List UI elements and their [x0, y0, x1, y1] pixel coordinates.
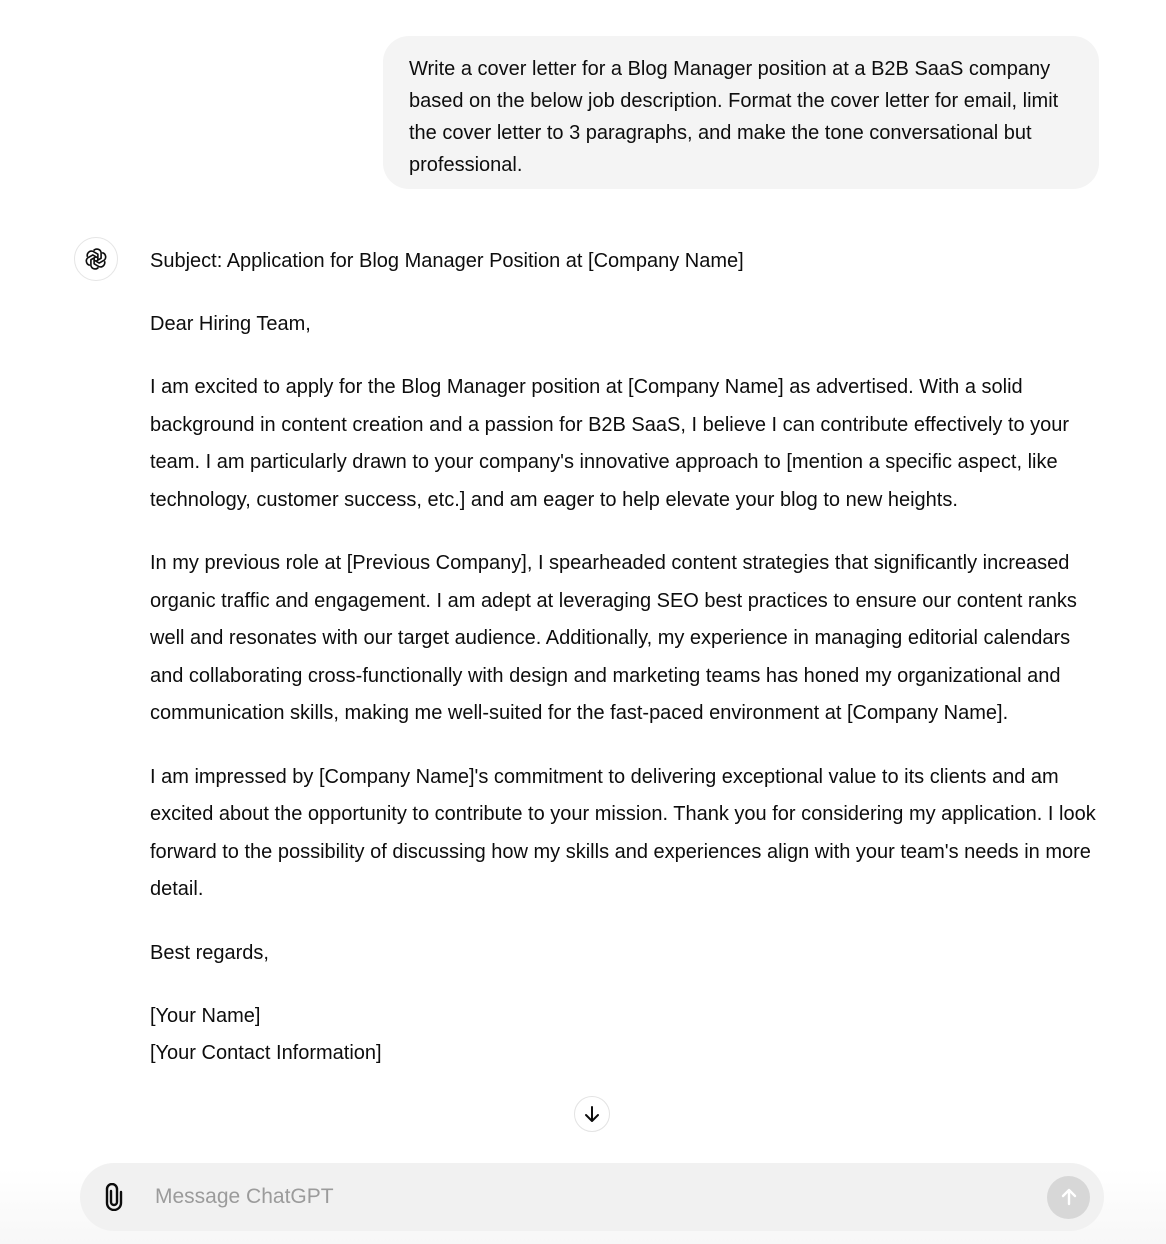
- user-message: [383, 36, 1099, 189]
- user-message-text: Write a cover letter for a Blog Manager position at a B2B SaaS company based on the below job description. Format the cover letter for email, limit the cover letter to 3 paragraphs, and make the tone conversational but professional.: [409, 58, 1059, 176]
- email-paragraph-1: I am excited to apply for the Blog Manager position at [Company Name] as advertised. With a solid background in content creation and a passion for B2B SaaS, I believe I can contribute effectively to your team. I am particularly drawn to your company's innovative approach to [mention a specific aspect, like technology, customer success, etc.] and am eager to help elevate your blog to new heights.: [150, 376, 1070, 511]
- send-button[interactable]: [1047, 1176, 1090, 1219]
- email-paragraph-2: In my previous role at [Previous Company], I spearheaded content strategies that significantly increased organic traffic and engagement. I am adept at leveraging SEO best practices to ensure our content ranks well and resonates with our target audience. Additionally, my experience in managing editorial calendars and collaborating cross-functionally with design and marketing teams has honed my organizational and communication skills, making me well-suited for the fast-paced environment at [Company Name].: [150, 552, 1077, 724]
- message-composer: [80, 1163, 1104, 1231]
- email-greeting: Dear Hiring Team,: [150, 313, 311, 335]
- arrow-down-icon: [582, 1104, 602, 1124]
- arrow-up-icon: [1059, 1187, 1079, 1207]
- openai-logo-icon: [83, 246, 109, 272]
- email-subject: Subject: Application for Blog Manager Position at [Company Name]: [150, 250, 744, 272]
- email-signature-name: [Your Name]: [150, 1004, 261, 1027]
- email-closing: Best regards,: [150, 941, 269, 964]
- email-paragraph-3: I am impressed by [Company Name]'s commitment to delivering exceptional value to its clients and am excited about the opportunity to contribute to your mission. Thank you for considering my application. I look forward to the possibility of discussing how my skills and experiences align with your team's needs in more detail.: [150, 765, 1096, 900]
- paperclip-icon: [103, 1183, 125, 1211]
- assistant-message: [150, 243, 1105, 1073]
- message-input[interactable]: [153, 1176, 1047, 1218]
- attach-button[interactable]: [96, 1179, 132, 1215]
- email-signature-contact: [Your Contact Information]: [150, 1042, 382, 1064]
- scroll-to-bottom-button[interactable]: [574, 1096, 610, 1132]
- assistant-avatar: [74, 237, 118, 281]
